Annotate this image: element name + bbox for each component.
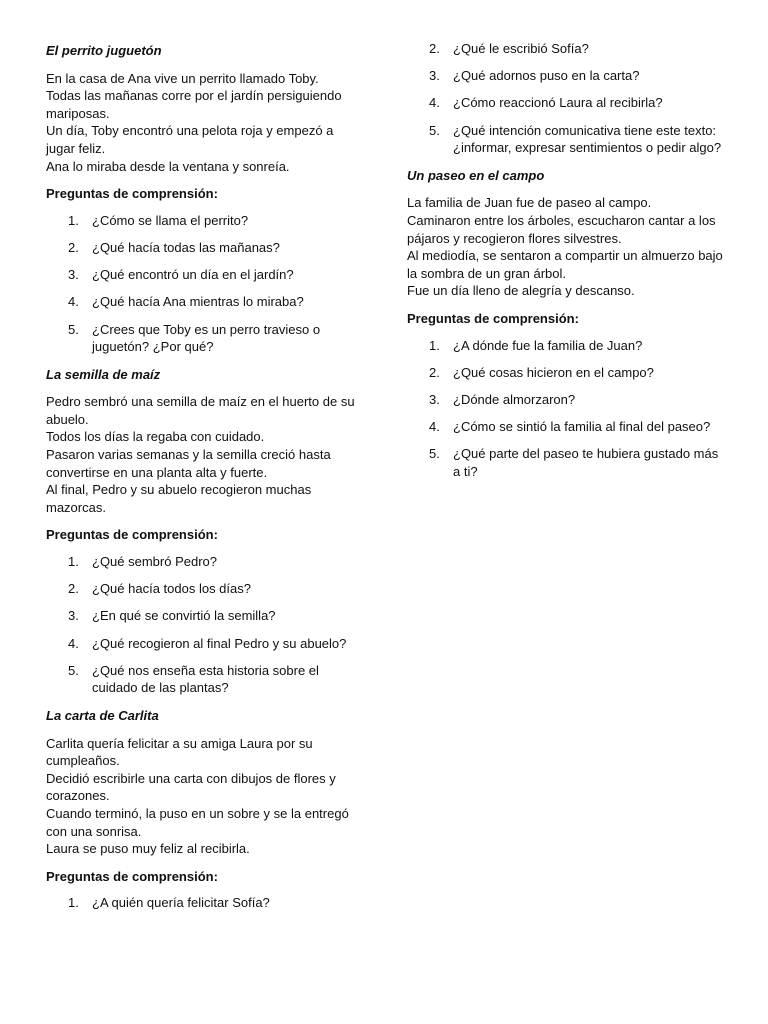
question-text: ¿A quién quería felicitar Sofía? [92, 895, 270, 911]
question-text: ¿Qué nos enseña esta historia sobre el cuidado de las plantas? [92, 662, 319, 696]
story-line: Pedro sembró una semilla de maíz en el huerto de su abuelo. [46, 394, 355, 427]
question-number: 4. [429, 95, 440, 111]
question-number: 3. [429, 68, 440, 84]
story-line: La familia de Juan fue de paseo al campo. [407, 195, 652, 211]
story-line: Fue un día lleno de alegría y descanso. [407, 283, 635, 299]
question-item [46, 266, 356, 284]
questions-heading: Preguntas de comprensión: [407, 310, 579, 326]
question-number: 4. [68, 635, 79, 651]
question-number: 3. [68, 608, 79, 624]
question-number: 2. [68, 239, 79, 255]
question-text: ¿En qué se convirtió la semilla? [92, 608, 276, 624]
question-item [46, 321, 356, 356]
question-item [407, 94, 725, 112]
story-line: Todas las mañanas corre por el jardín persiguiendo mariposas. [46, 88, 342, 121]
story-line: Todos los días la regaba con cuidado. [46, 429, 265, 445]
question-list [407, 337, 725, 481]
story-line: Laura se puso muy feliz al recibirla. [46, 841, 250, 857]
story-text [46, 70, 356, 176]
question-text: ¿Qué hacía todas las mañanas? [92, 239, 280, 255]
story-line: En la casa de Ana vive un perrito llamado Toby. [46, 70, 319, 86]
question-item [407, 122, 725, 157]
question-list [46, 553, 356, 697]
question-item [407, 40, 725, 58]
story-text [46, 735, 356, 858]
question-text: ¿Crees que Toby es un perro travieso o juguetón? ¿Por qué? [92, 321, 321, 355]
questions-heading: Preguntas de comprensión: [46, 527, 218, 543]
question-number: 2. [429, 41, 440, 56]
question-list [46, 212, 356, 356]
question-number: 4. [68, 294, 79, 310]
story-line: Carlita quería felicitar a su amiga Laura por su cumpleaños. [46, 735, 313, 769]
question-number: 1. [68, 212, 79, 228]
right-column [407, 40, 725, 490]
question-number: 4. [429, 419, 440, 435]
question-text: ¿Qué adornos puso en la carta? [453, 68, 640, 84]
question-text: ¿Qué sembró Pedro? [92, 554, 218, 570]
questions-heading: Preguntas de comprensión: [46, 868, 218, 884]
story-title: Un paseo en el campo [407, 167, 545, 183]
question-text: ¿Cómo reaccionó Laura al recibirla? [453, 95, 663, 111]
question-item [407, 445, 725, 480]
story-line: Caminaron entre los árboles, escucharon cantar a los pájaros y recogieron flores silvestres. [407, 212, 716, 246]
question-item [407, 364, 725, 382]
question-item [46, 212, 356, 230]
question-item [407, 337, 725, 355]
question-list [46, 894, 356, 912]
question-number: 2. [429, 364, 440, 380]
question-item [407, 67, 725, 85]
question-number: 1. [68, 895, 79, 911]
question-text: ¿Cómo se llama el perrito? [92, 212, 249, 228]
question-number: 5. [429, 446, 440, 462]
question-text: ¿Qué recogieron al final Pedro y su abuelo? [92, 635, 347, 651]
question-text: ¿Qué encontró un día en el jardín? [92, 267, 294, 283]
story-line: Pasaron varias semanas y la semilla creció hasta convertirse en una planta alta y fuerte. [46, 447, 331, 480]
story-title: El perrito juguetón [46, 43, 162, 58]
question-number: 1. [429, 337, 440, 353]
story-line: Un día, Toby encontró una pelota roja y empezó a jugar feliz. [46, 123, 334, 156]
story-line: Ana lo miraba desde la ventana y sonreía. [46, 158, 290, 174]
question-item [407, 418, 725, 436]
question-number: 1. [68, 554, 79, 570]
question-number: 3. [68, 267, 79, 283]
question-number: 3. [429, 391, 440, 407]
story-text [46, 393, 356, 516]
question-item [46, 662, 356, 697]
question-number: 5. [429, 122, 440, 138]
question-item [407, 391, 725, 409]
question-item [46, 553, 356, 571]
left-column [46, 40, 356, 922]
story-line: Decidió escribirle una carta con dibujos de flores y corazones. [46, 770, 336, 804]
story-title: La carta de Carlita [46, 707, 159, 723]
story-line: Al final, Pedro y su abuelo recogieron muchas mazorcas. [46, 482, 312, 515]
question-text: ¿Qué intención comunicativa tiene este texto: ¿informar, expresar sentimientos o pedir algo? [453, 122, 722, 156]
question-item [46, 580, 356, 598]
question-text: ¿A dónde fue la familia de Juan? [453, 337, 643, 353]
question-list-continued [407, 40, 725, 157]
question-text: ¿Cómo se sintió la familia al final del paseo? [453, 419, 711, 435]
question-text: ¿Qué hacía Ana mientras lo miraba? [92, 294, 304, 310]
story-text [407, 194, 725, 300]
question-text: ¿Qué le escribió Sofía? [453, 41, 589, 56]
question-item [46, 635, 356, 653]
story-line: Cuando terminó, la puso en un sobre y se la entregó con una sonrisa. [46, 805, 349, 839]
question-number: 5. [68, 662, 79, 678]
question-item [46, 293, 356, 311]
story-line: Al mediodía, se sentaron a compartir un almuerzo bajo la sombra de un gran árbol. [407, 248, 723, 281]
question-text: ¿Dónde almorzaron? [453, 391, 576, 407]
question-number: 5. [68, 321, 79, 337]
question-item [46, 239, 356, 257]
questions-heading: Preguntas de comprensión: [46, 186, 218, 202]
question-text: ¿Qué parte del paseo te hubiera gustado más a ti? [453, 446, 719, 479]
story-title: La semilla de maíz [46, 366, 161, 382]
question-number: 2. [68, 581, 79, 597]
question-text: ¿Qué cosas hicieron en el campo? [453, 364, 654, 380]
question-item [46, 607, 356, 625]
question-text: ¿Qué hacía todos los días? [92, 581, 251, 597]
question-item [46, 894, 356, 912]
